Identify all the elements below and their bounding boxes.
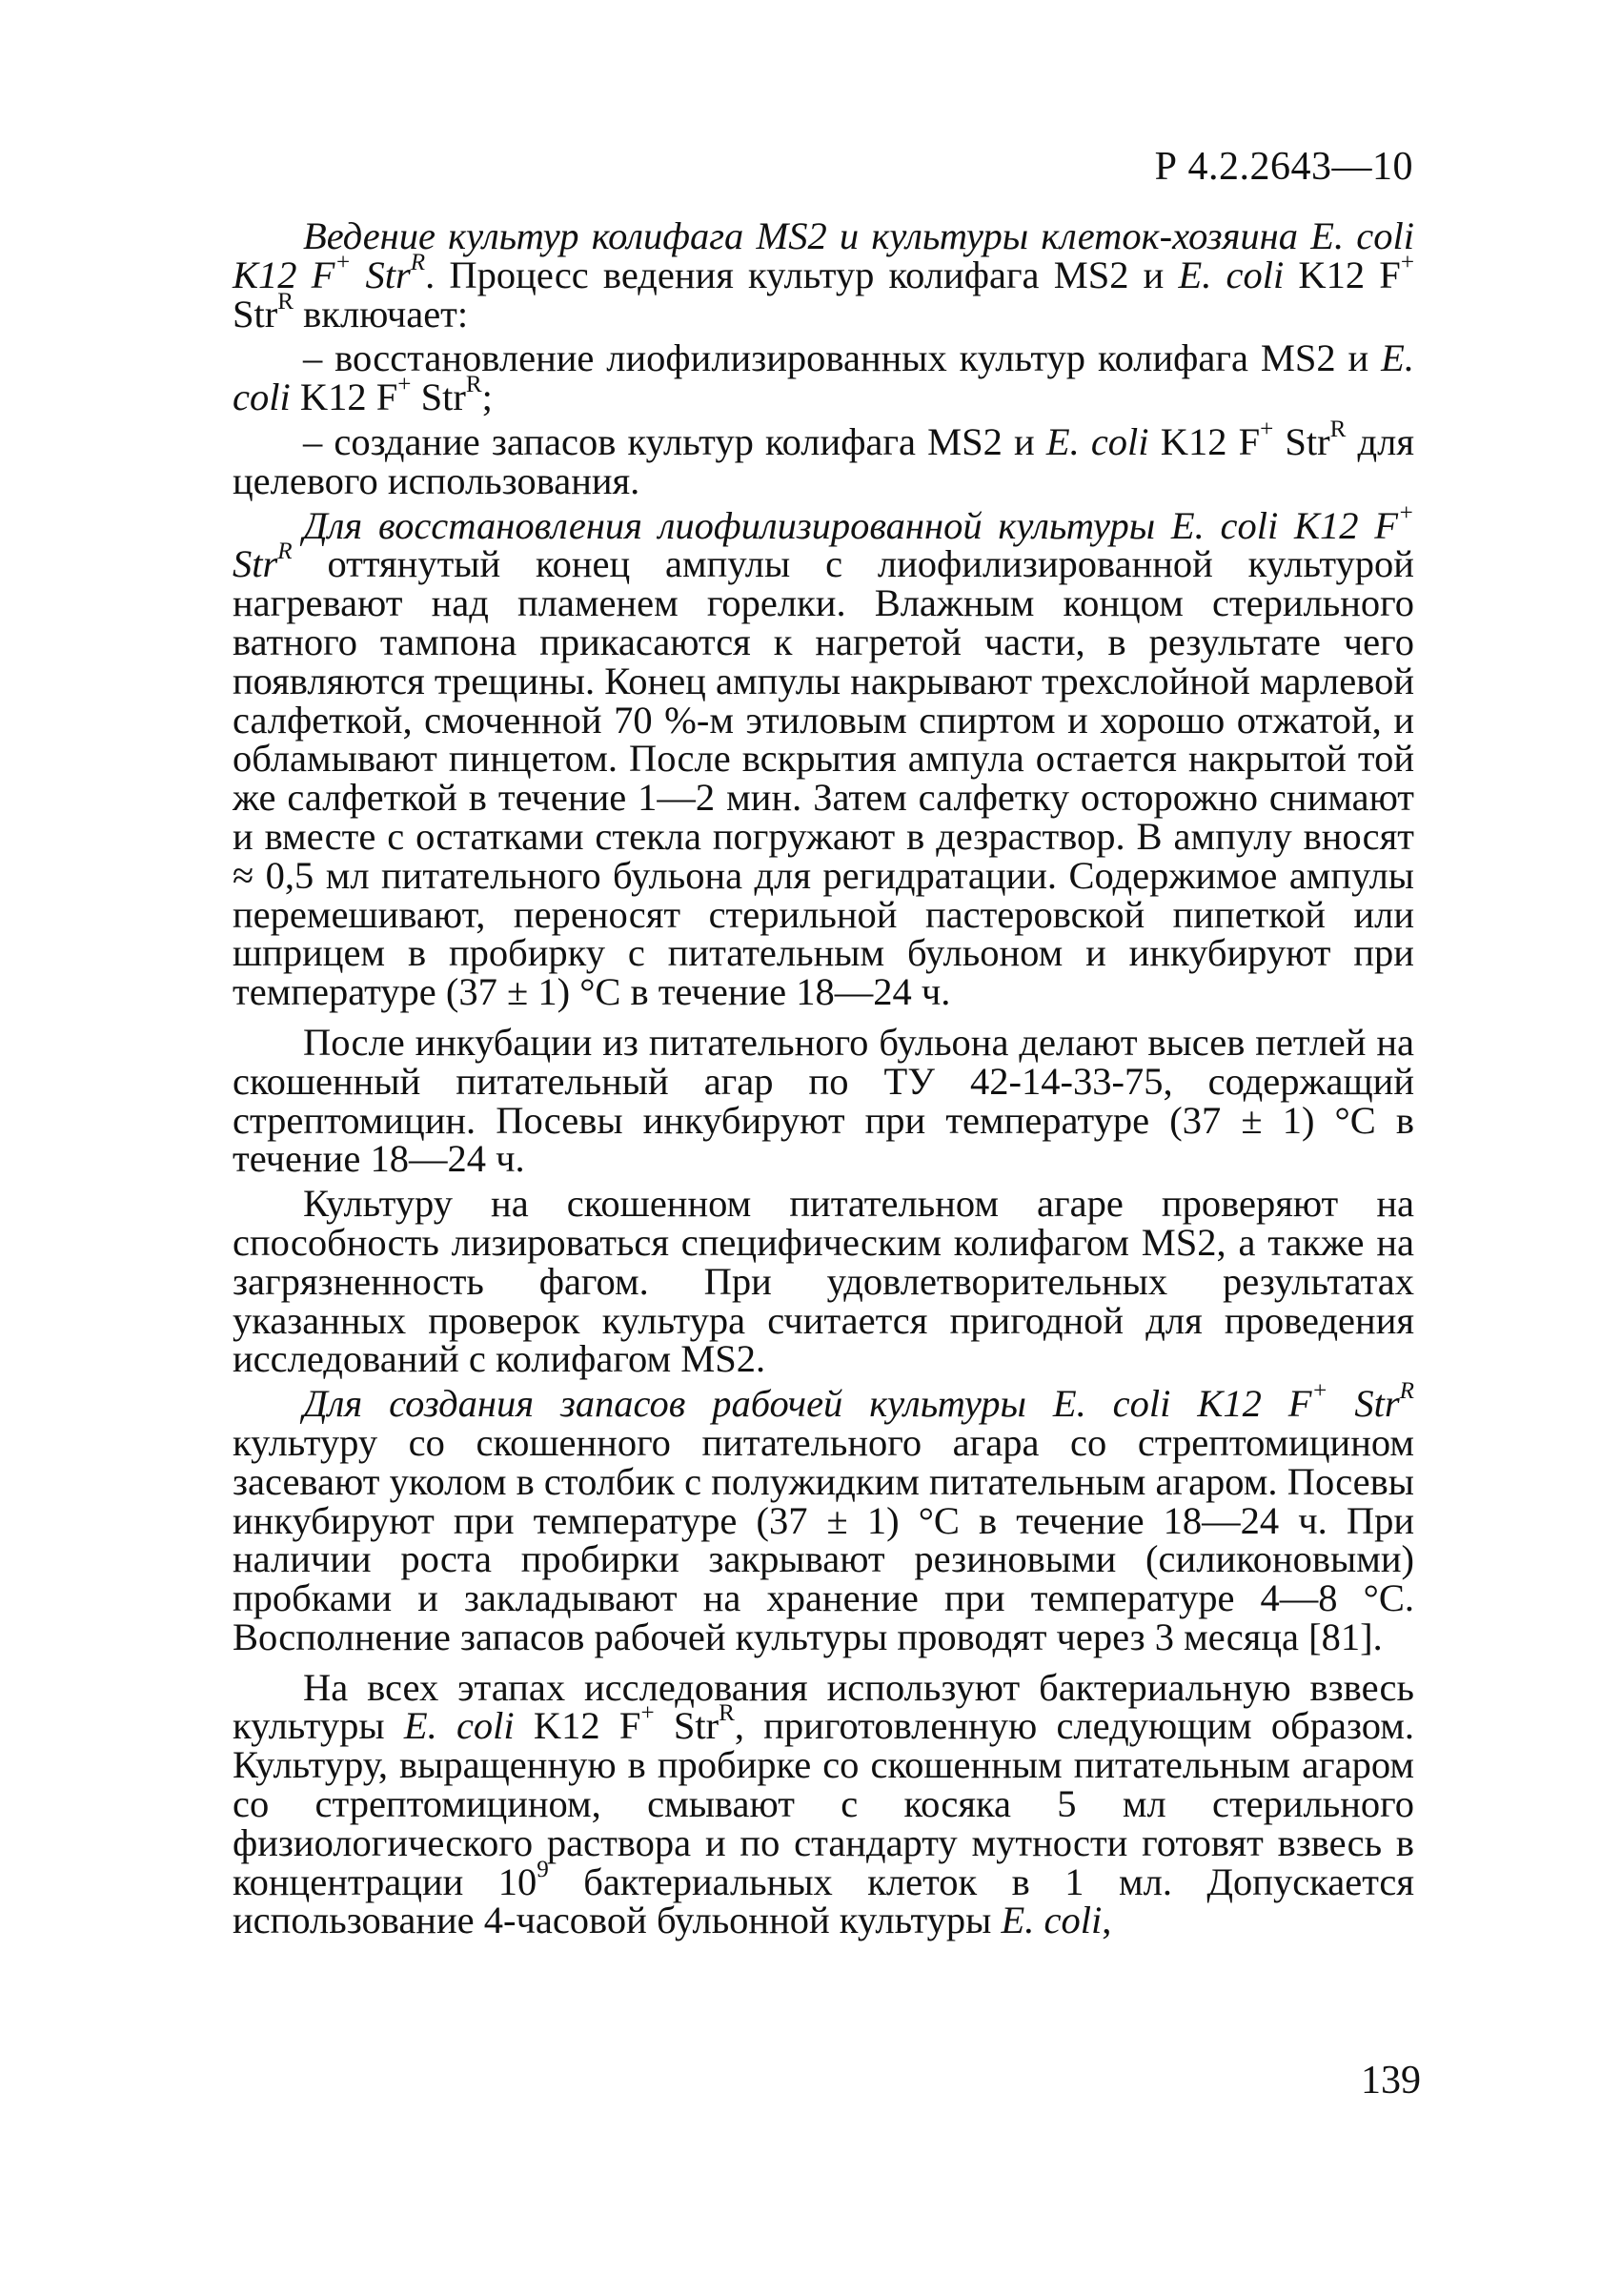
superscript-text: +	[640, 1700, 655, 1727]
text-run: ;	[481, 376, 493, 419]
paragraph	[233, 1020, 1414, 1181]
text-run: E. coli	[1045, 419, 1149, 463]
superscript-text: R	[277, 288, 294, 315]
superscript-text: 9	[537, 1856, 549, 1882]
text-run: оттянутый конец ампулы с лиофилизированной культурой нагревают над пламенем горелки. Влажным концом стерильного ватного тампона прикасаются к нагретой части, в результате чего появляются трещины. Конец ампулы накрывают трехслойной марлевой салфеткой, смоченной 70 %-м этиловым спиртом и хорошо отжатой, и обламывают пинцетом. После вскрытия ампула остается накрытой той же салфеткой в течение 1—2 мин. Затем салфетку осторожно снимают и вместе с остатками стекла погружают в дезраствор. В ампулу вносят ≈ 0,5 мл питательного бульона для регидратации. Содержимое ампулы перемешивают, переносят стерильной пастеровской пипеткой или шприцем в пробирку с питательным бульоном и инкубируют при температуре (37 ± 1) °С в течение 18—24 ч.	[233, 542, 1414, 1014]
page-number: 139	[1361, 2059, 1421, 2103]
text-run: E. coli	[1178, 253, 1285, 296]
body-text	[233, 214, 1415, 1946]
text-run: Str	[654, 1704, 719, 1748]
text-run: После инкубации из питательного бульона делают высев петлей на скошенный питательный агар по ТУ 42-14-33-75, содержащий стрептомицин. Посевы инкубируют при температуре (37 ± 1) °С в течение 18—24 ч.	[233, 1020, 1414, 1181]
paragraph	[233, 1665, 1415, 1942]
text-run: для целевого использования.	[233, 419, 1414, 502]
text-run: , приготовленную следующим образом. Культуру, выращенную в пробирке со скошенным питательным агаром со стрептомицином, смывают с косяка 5 мл стерильного физиологического раствора и по стандарту мутности готовят взвесь в концентрации 10	[233, 1704, 1415, 1903]
text-run: K12 F	[514, 1704, 641, 1748]
superscript-text: +	[1260, 417, 1274, 443]
superscript-text: +	[334, 249, 352, 275]
text-run: Ведение культур колифага MS2 и культуры клеток-хозяина E. coli K12 F	[233, 214, 1414, 296]
text-run: На всех этапах исследования используют бактериальную взвесь культуры	[233, 1665, 1414, 1748]
text-run: E. coli	[233, 336, 1414, 419]
superscript-text: R	[719, 1700, 735, 1727]
text-run: E. coli	[1001, 1899, 1103, 1942]
text-run: Str	[351, 253, 411, 296]
superscript-text: +	[397, 372, 412, 398]
superscript-text: +	[1400, 249, 1414, 275]
text-run: Культуру на скошенном питательном агаре проверяют на способность лизироваться специфическим колифагом MS2, а также на загрязненность фагом. При удовлетворительных результатах указанных проверок культура считается пригодной для проведения исследований с колифагом MS2.	[233, 1182, 1414, 1381]
text-run: Str	[233, 292, 278, 335]
paragraph	[233, 499, 1414, 1014]
text-run: Str	[1273, 419, 1330, 463]
text-run: культуру со скошенного питательного агара со стрептомицином засевают уколом в столбик с полужидким питательным агаром. Посевы инкубируют при температуре (37 ± 1) °С в течение 18—24 ч. При наличии роста пробирки закрывают резиновыми (силиконовыми) пробками и закладывают на хранение при температуре 4—8 °С. Восполнение запасов рабочей культуры проводят через 3 месяца [81].	[233, 1420, 1414, 1658]
superscript-text: R	[410, 249, 426, 275]
text-run: K12 F	[1284, 253, 1401, 296]
text-run: Str	[1327, 1382, 1400, 1426]
document-code: Р 4.2.2643—10	[1154, 145, 1413, 189]
superscript-text: +	[1398, 499, 1414, 526]
paragraph	[233, 214, 1414, 335]
text-run: включает:	[294, 292, 469, 335]
text-run: . Процесс ведения культур колифага MS2 и	[425, 253, 1179, 296]
text-run: Для восстановления лиофилизированной культуры E. coli K12 F	[303, 503, 1399, 547]
superscript-text: R	[277, 538, 293, 565]
text-run: Для создания запасов рабочей культуры E. coli K12 F	[303, 1382, 1312, 1426]
paragraph	[233, 336, 1414, 419]
text-run: E. coli	[403, 1704, 515, 1748]
text-run: Str	[411, 376, 466, 419]
superscript-text: +	[1311, 1378, 1328, 1405]
text-run: бактериальных клеток в 1 мл. Допускается использование 4-часовой бульонной культуры	[233, 1859, 1414, 1942]
text-run: – восстановление лиофилизированных культур колифага MS2 и	[303, 336, 1382, 380]
paragraph	[233, 417, 1414, 502]
text-run: – создание запасов культур колифага MS2 и	[303, 419, 1046, 463]
text-run: K12 F	[1148, 419, 1261, 463]
text-run: ,	[1102, 1899, 1112, 1942]
paragraph	[233, 1378, 1414, 1658]
paragraph	[233, 1182, 1414, 1381]
text-run: Str	[233, 542, 278, 586]
superscript-text: R	[1329, 417, 1347, 443]
superscript-text: R	[1399, 1378, 1414, 1405]
superscript-text: R	[465, 372, 482, 398]
text-run: K12 F	[290, 376, 398, 419]
